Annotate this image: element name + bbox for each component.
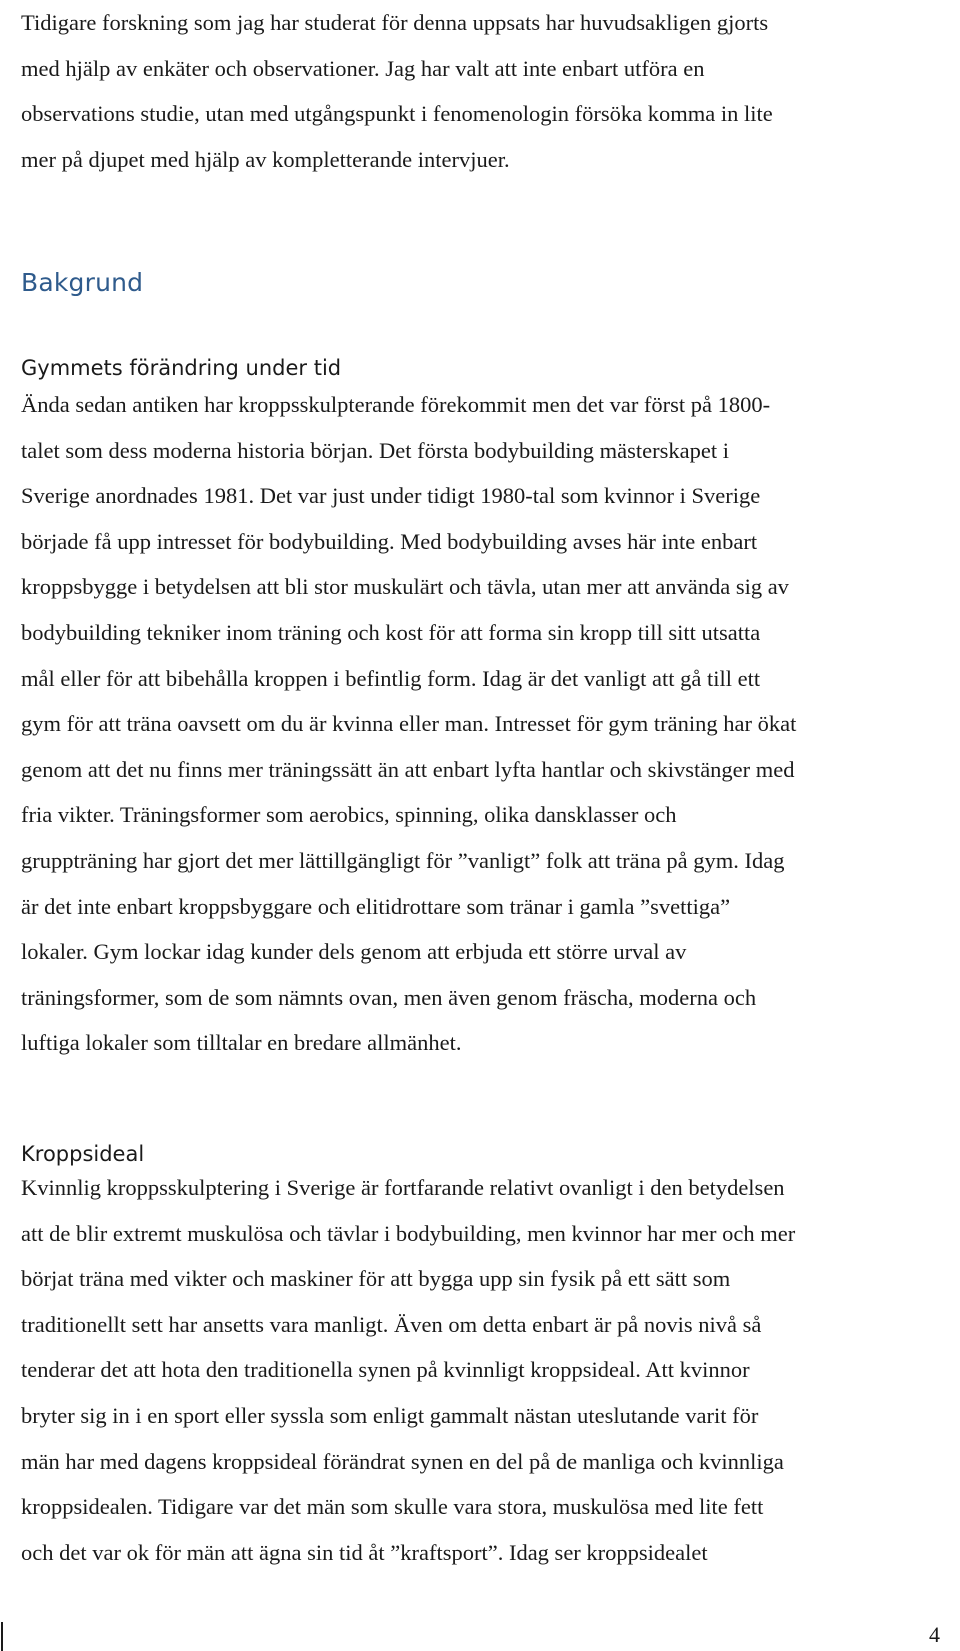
text-line: började få upp intresset för bodybuilding. Med bodybuilding avses här inte enbart — [21, 528, 758, 554]
text-line: traditionellt sett har ansetts vara manligt. Även om detta enbart är på novis nivå så — [21, 1311, 762, 1337]
text-line: mål eller för att bibehålla kroppen i befintlig form. Idag är det vanligt att gå till ett — [21, 665, 761, 691]
text-line: och det var ok för män att ägna sin tid åt ”kraftsport”. Idag ser kroppsidealet — [21, 1539, 708, 1565]
subsection-heading-gymmets-forandring: Gymmets förändring under tid — [21, 356, 342, 380]
text-line: bryter sig in i en sport eller syssla som enligt gammalt nästan uteslutande varit för — [21, 1402, 759, 1428]
page-number: 4 — [929, 1622, 940, 1647]
text-line: män har med dagens kroppsideal förändrat synen en del på de manliga och kvinnliga — [21, 1448, 784, 1474]
text-line: gruppträning har gjort det mer lättillgängligt för ”vanligt” folk att träna på gym. Idag — [21, 847, 785, 873]
gymmets-forandring-paragraph — [21, 382, 946, 1066]
text-line: mer på djupet med hjälp av kompletterande intervjuer. — [21, 146, 510, 172]
text-line: träningsformer, som de som nämnts ovan, men även genom fräscha, moderna och — [21, 984, 757, 1010]
text-line: börjat träna med vikter och maskiner för att bygga upp sin fysik på ett sätt som — [21, 1266, 731, 1292]
text-line: kroppsbygge i betydelsen att bli stor muskulärt och tävla, utan mer att använda sig av — [21, 574, 789, 600]
text-line: att de blir extremt muskulösa och tävlar i bodybuilding, men kvinnor har mer och mer — [21, 1220, 796, 1246]
text-line: fria vikter. Träningsformer som aerobics, spinning, olika dansklasser och — [21, 802, 677, 828]
text-line: Kvinnlig kroppsskulptering i Sverige är fortfarande relativt ovanligt i den betydelsen — [21, 1175, 785, 1200]
text-line: lokaler. Gym lockar idag kunder dels genom att erbjuda ett större urval av — [21, 939, 687, 965]
text-line: Ända sedan antiken har kroppsskulpterande förekommit men det var först på 1800- — [21, 392, 771, 417]
page-edge-marker — [1, 1622, 3, 1651]
subsection-heading-kroppsideal: Kroppsideal — [21, 1142, 145, 1166]
text-line: genom att det nu finns mer träningssätt än att enbart lyfta hantlar och skivstänger med — [21, 756, 795, 782]
text-line: talet som dess moderna historia början. Det första bodybuilding mästerskapet i — [21, 437, 729, 463]
text-line: tenderar det att hota den traditionella synen på kvinnligt kroppsideal. Att kvinnor — [21, 1357, 750, 1383]
intro-paragraph — [21, 0, 946, 182]
text-line: observations studie, utan med utgångspunkt i fenomenologin försöka komma in lite — [21, 101, 773, 126]
text-line: Sverige anordnades 1981. Det var just under tidigt 1980-tal som kvinnor i Sverige — [21, 483, 761, 509]
text-line: bodybuilding tekniker inom träning och kost för att forma sin kropp till sitt utsatta — [21, 619, 761, 645]
text-line: kroppsidealen. Tidigare var det män som skulle vara stora, muskulösa med lite fett — [21, 1494, 764, 1520]
text-line: Tidigare forskning som jag har studerat för denna uppsats har huvudsakligen gjorts — [21, 10, 769, 35]
text-line: gym för att träna oavsett om du är kvinna eller man. Intresset för gym träning har ökat — [21, 711, 797, 737]
text-line: är det inte enbart kroppsbyggare och elitidrottare som tränar i gamla ”svettiga” — [21, 893, 731, 919]
kroppsideal-paragraph — [21, 1165, 946, 1575]
text-line: luftiga lokaler som tilltalar en bredare allmänhet. — [21, 1030, 462, 1056]
section-heading-bakgrund: Bakgrund — [21, 268, 144, 297]
text-line: med hjälp av enkäter och observationer. Jag har valt att inte enbart utföra en — [21, 55, 705, 81]
